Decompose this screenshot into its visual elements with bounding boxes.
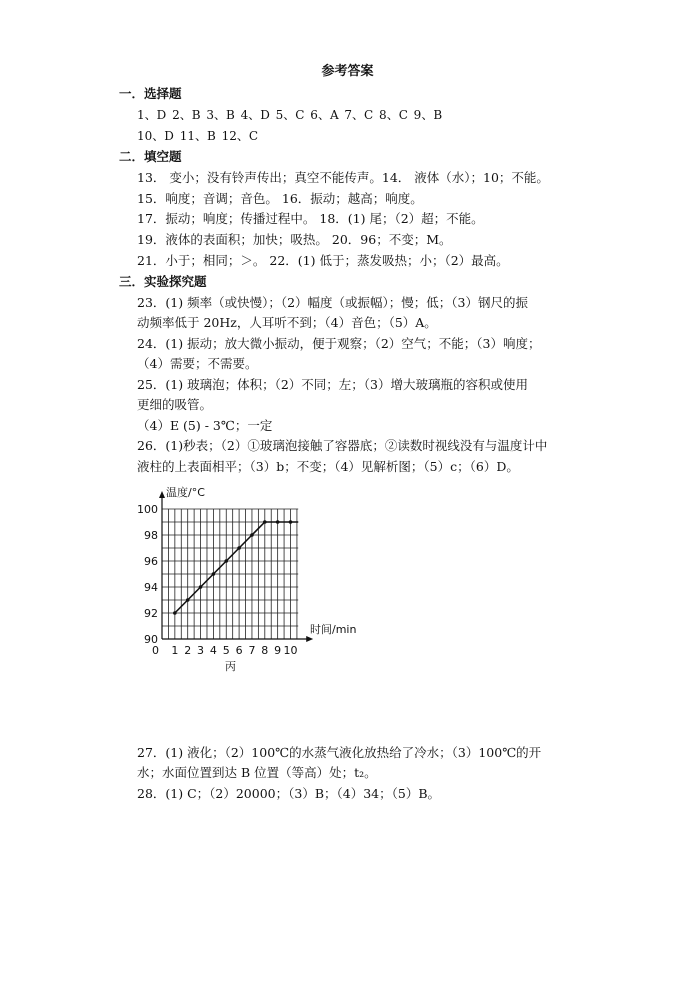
- exp-answer-26-line-1: 26．(1)秒表；（2）①玻璃泡接触了容器底；②读数时视线没有与温度计中: [137, 438, 548, 453]
- data-point: [224, 559, 228, 563]
- x-tick-label: 9: [274, 644, 282, 657]
- fill-answer-21-22: 21．小于；相同；＞。 22．(1) 低于；蒸发吸热；小；（2）最高。: [137, 253, 509, 268]
- chart-y-axis-label: 温度/°C: [166, 486, 205, 499]
- y-axis-arrow: [159, 491, 165, 498]
- fill-answer-19-20: 19．液体的表面积；加快；吸热。 20．96；不变；M。: [137, 232, 452, 247]
- exp-answer-24-line-2: （4）需要；不需要。: [137, 356, 258, 371]
- exp-answer-23-line-1: 23．(1) 频率（或快慢）；（2）幅度（或振幅）；慢；低；（3）钢尺的振: [137, 295, 528, 310]
- section-heading-experiment: 三．实验探究题: [119, 274, 207, 289]
- chart-x-axis-label: 时间/min: [310, 623, 357, 636]
- x-tick-label: 8: [261, 644, 269, 657]
- answer-27-line-2: 水；水面位置到达 B 位置（等高）处；t₂。: [137, 765, 377, 780]
- exp-answer-25-line-1: 25．(1) 玻璃泡；体积；（2）不同；左；（3）增大玻璃瓶的容积或使用: [137, 377, 528, 392]
- x-tick-label: 6: [235, 644, 243, 657]
- x-tick-label: 4: [209, 644, 217, 657]
- chart-caption: 丙: [225, 660, 236, 673]
- y-tick-label: 90: [144, 633, 158, 646]
- exp-answer-25-line-2: 更细的吸管。: [137, 397, 213, 412]
- data-point: [173, 611, 177, 615]
- chart-series: [173, 520, 298, 615]
- data-point: [263, 520, 267, 524]
- answer-28: 28．(1) C；（2）20000；（3）B；（4）34；（5）B。: [137, 786, 441, 801]
- data-point: [276, 520, 280, 524]
- data-point: [212, 572, 216, 576]
- chart-grid: [162, 509, 298, 639]
- x-tick-label: 3: [197, 644, 205, 657]
- section-heading-choice: 一．选择题: [119, 86, 182, 101]
- x-tick-label: 10: [283, 644, 298, 657]
- exp-answer-26-line-2: 液柱的上表面相平；（3）b；不变；（4）见解析图；（5）c；（6）D。: [137, 459, 519, 474]
- data-point: [199, 585, 203, 589]
- fill-answer-13-14: 13． 变小；没有铃声传出；真空不能传声。14． 液体（水）；10；不能。: [137, 170, 549, 185]
- fill-answer-17-18: 17．振动；响度；传播过程中。 18．(1) 尾；（2）超；不能。: [137, 211, 484, 226]
- choice-answers-row-1: 1、D 2、B 3、B 4、D 5、C 6、A 7、C 8、C 9、B: [137, 108, 443, 122]
- x-tick-label: 5: [222, 644, 230, 657]
- temperature-time-chart: [136, 481, 362, 677]
- data-point: [250, 533, 254, 537]
- y-tick-label: 92: [144, 607, 158, 620]
- y-tick-label: 98: [144, 529, 158, 542]
- x-tick-label: 1: [171, 644, 179, 657]
- chart-axes: [159, 491, 313, 642]
- section-heading-fill: 二．填空题: [119, 149, 182, 164]
- y-tick-label: 96: [144, 555, 158, 568]
- x-tick-label: 7: [248, 644, 256, 657]
- x-axis-arrow: [306, 636, 313, 642]
- chart-tick-labels: [137, 503, 298, 657]
- answer-27-line-1: 27．(1) 液化；（2）100℃的水蒸气液化放热给了冷水；（3）100℃的开: [137, 745, 542, 760]
- fill-answer-15-16: 15．响度；音调；音色。 16．振动；越高；响度。: [137, 191, 423, 206]
- series-line: [175, 522, 298, 613]
- data-point: [237, 546, 241, 550]
- y-tick-label: 94: [144, 581, 158, 594]
- choice-answers-row-2: 10、D 11、B 12、C: [137, 129, 259, 143]
- y-tick-label: 100: [137, 503, 158, 516]
- exp-answer-23-line-2: 动频率低于 20Hz，人耳听不到；（4）音色；（5）A。: [137, 315, 437, 330]
- exp-answer-25-line-3: （4）E (5) - 3℃；一定: [137, 418, 273, 433]
- data-point: [186, 598, 190, 602]
- data-point: [289, 520, 293, 524]
- origin-label: 0: [152, 644, 159, 657]
- page-title: 参考答案: [321, 64, 374, 79]
- x-tick-label: 2: [184, 644, 192, 657]
- exp-answer-24-line-1: 24．(1) 振动；放大微小振动，便于观察；（2）空气；不能；（3）响度；: [137, 336, 541, 351]
